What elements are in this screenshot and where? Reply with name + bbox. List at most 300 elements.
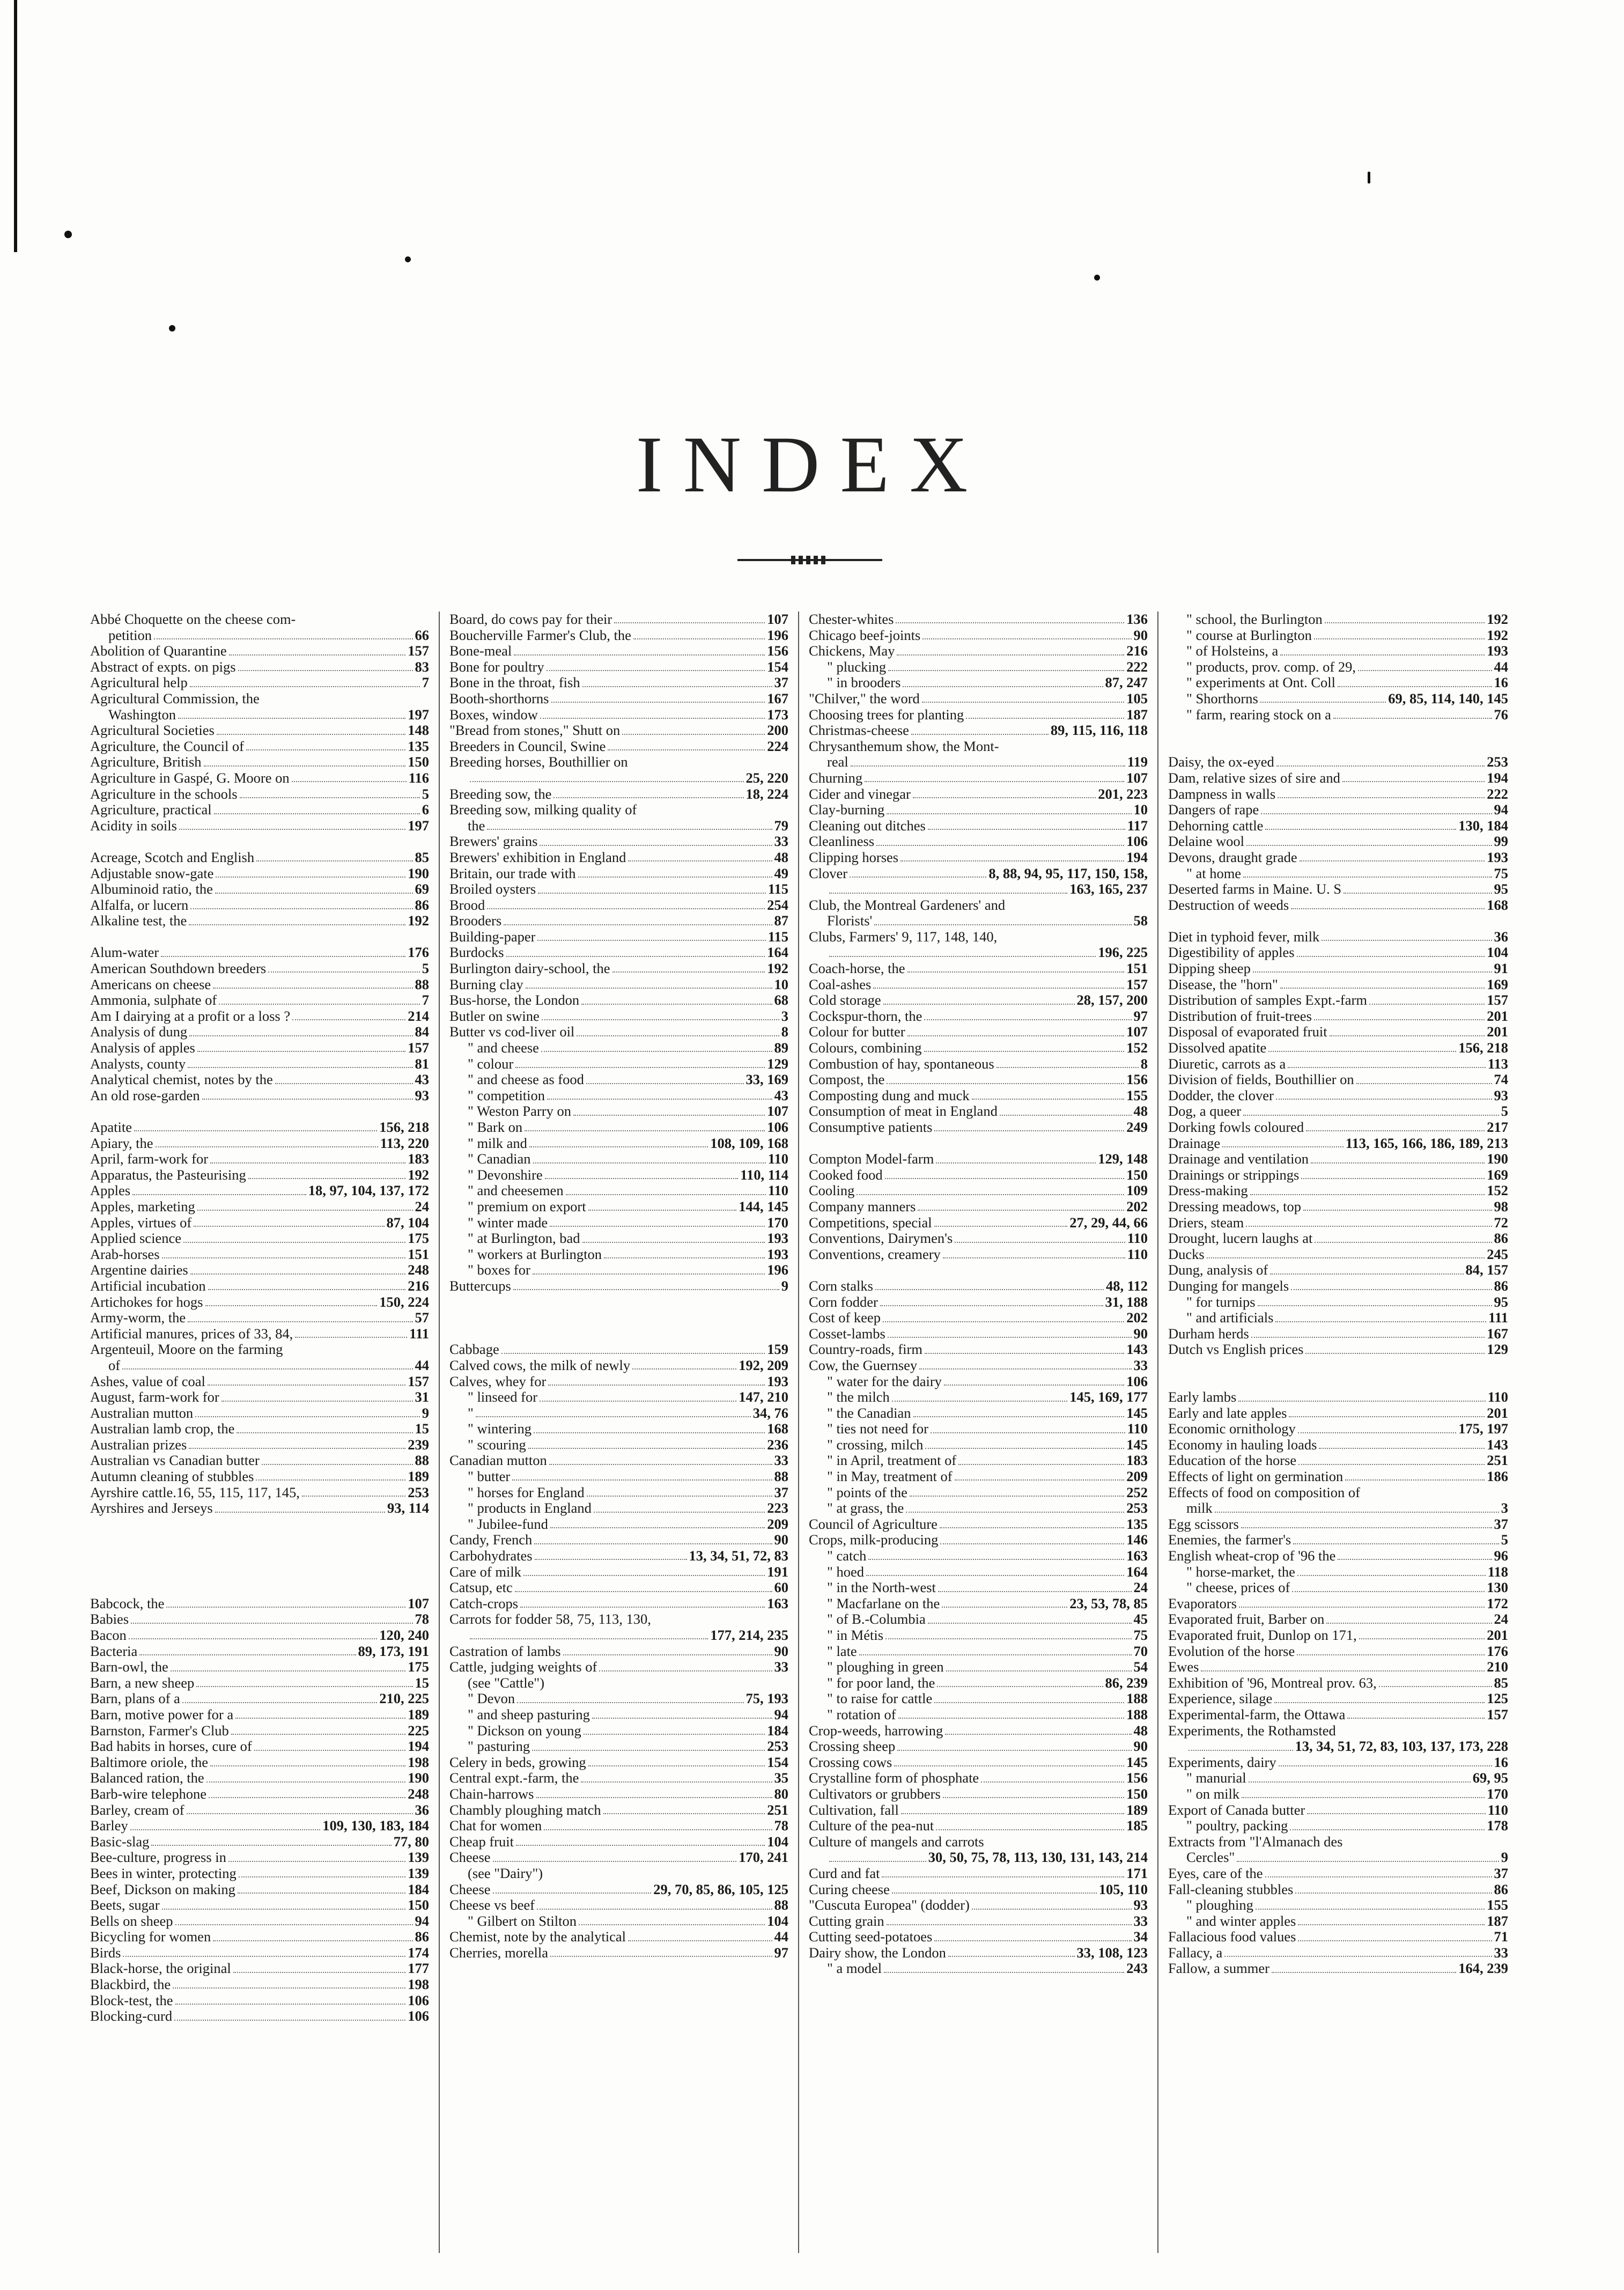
index-entry [90, 1008, 429, 1025]
index-entry [90, 1897, 429, 1913]
index-entry-leader [542, 1012, 779, 1020]
index-entry-term: Dehorning cattle [1168, 818, 1264, 834]
index-entry-pages: 120, 240 [379, 1628, 429, 1643]
index-entry-pages: 108, 109, 168 [710, 1135, 788, 1151]
index-entry-pages: 115 [767, 929, 788, 945]
index-entry-pages: 9 [422, 1405, 429, 1421]
index-entry-pages: 175 [408, 1231, 429, 1247]
index-entry-leader [880, 1298, 1103, 1306]
index-entry-pages: 29, 70, 85, 86, 105, 125 [653, 1881, 788, 1897]
index-entry-term: Argentine dairies [90, 1262, 188, 1278]
index-entry [1168, 945, 1508, 961]
index-entry [1168, 1088, 1508, 1104]
index-entry [809, 1850, 1148, 1866]
index-entry-pages: 86 [1494, 1881, 1508, 1897]
index-entry [1168, 786, 1508, 802]
index-entry-term: Dunging for mangels [1168, 1278, 1289, 1294]
index-entry [1168, 628, 1508, 644]
index-entry [809, 1834, 1148, 1850]
index-entry [809, 1405, 1148, 1422]
index-entry-term: Britain, our trade with [449, 865, 576, 881]
index-entry [90, 1183, 429, 1199]
index-entry-pages: 155 [1126, 1087, 1148, 1103]
index-entry-pages: 150 [1126, 1786, 1148, 1802]
index-entry-term: Competitions, special [809, 1214, 932, 1231]
index-entry-leader [1297, 949, 1485, 957]
index-entry-term: Delaine wool [1168, 834, 1245, 850]
ink-speck [169, 325, 175, 332]
index-entry-pages: 189 [1126, 1802, 1148, 1818]
index-entry-leader [534, 1425, 765, 1433]
index-entry [809, 628, 1148, 644]
index-entry-pages: 93 [415, 1087, 429, 1103]
index-entry [90, 1358, 429, 1374]
index-entry-leader [525, 1123, 765, 1131]
index-entry-term: Council of Agriculture [809, 1516, 938, 1532]
index-entry-pages: 223 [767, 1500, 788, 1516]
index-entry-pages: 18, 224 [745, 786, 788, 802]
index-entry [90, 1151, 429, 1167]
index-entry-pages: 115 [767, 881, 788, 897]
index-entry-leader [584, 1727, 765, 1735]
index-entry [809, 961, 1148, 977]
index-entry-pages: 5 [422, 961, 429, 977]
index-entry-term: Cost of keep [809, 1310, 881, 1326]
index-entry-term: Consumption of meat in England [809, 1103, 998, 1120]
index-entry-term: " manurial [1186, 1770, 1246, 1786]
index-entry-pages: 209 [1126, 1469, 1148, 1485]
index-entry-leader [275, 1076, 413, 1084]
index-entry-term: Australian vs Canadian butter [90, 1453, 260, 1469]
index-entry-pages: 33 [1133, 1357, 1148, 1373]
index-entry-leader [936, 1822, 1124, 1830]
index-spacer [90, 1548, 429, 1564]
index-entry [809, 945, 1148, 961]
index-entry-term: Cultivation, fall [809, 1802, 899, 1818]
index-entry-pages: 164 [1126, 1564, 1148, 1580]
index-entry [449, 1945, 788, 1961]
index-entry [90, 1850, 429, 1866]
index-entry-term: Chain-harrows [449, 1786, 534, 1802]
index-entry [90, 818, 429, 834]
index-entry [809, 1024, 1148, 1040]
index-entry [809, 1103, 1148, 1120]
index-entry-term: Diuretic, carrots as a [1168, 1056, 1286, 1072]
index-entry-term: "Bread from stones," Shutt on [449, 723, 621, 739]
index-entry [1168, 707, 1508, 723]
index-entry-term: Arab-horses [90, 1246, 160, 1262]
index-entry-pages: 110 [1127, 1421, 1148, 1437]
index-entry-term: Central expt.-farm, the [449, 1770, 579, 1786]
index-entry-pages: 113, 165, 166, 186, 189, 213 [1345, 1135, 1508, 1151]
index-entry-pages: 27, 29, 44, 66 [1069, 1214, 1148, 1231]
index-entry-leader [210, 1155, 405, 1163]
index-entry-pages: 129, 148 [1098, 1151, 1148, 1167]
index-entry-pages: 107 [408, 1595, 429, 1611]
index-entry-leader [501, 1345, 765, 1353]
index-entry-pages: 106 [767, 1120, 788, 1135]
index-entry-leader [1289, 1409, 1485, 1417]
index-entry-leader [506, 949, 765, 957]
index-entry [90, 992, 429, 1008]
index-entry-term: Clay-burning [809, 802, 885, 818]
index-entry-leader [233, 1965, 406, 1973]
index-entry [809, 977, 1148, 993]
index-entry-pages: 45 [1133, 1611, 1148, 1628]
index-entry-pages: 80 [774, 1786, 788, 1802]
index-entry-pages: 111 [1488, 1310, 1508, 1326]
index-entry-term: Acreage, Scotch and English [90, 849, 255, 865]
index-entry-leader [1291, 901, 1485, 909]
index-entry [449, 1611, 788, 1628]
index-entry-term: Drainings or strippings [1168, 1167, 1300, 1183]
index-entry-term: Analytical chemist, notes by the [90, 1072, 273, 1088]
index-entry [449, 1278, 788, 1294]
index-entry-pages: 196, 225 [1098, 945, 1148, 961]
index-entry-pages: 168 [1487, 897, 1508, 913]
index-entry-pages: 88 [415, 1453, 429, 1469]
index-entry [809, 691, 1148, 707]
index-entry-leader [231, 1727, 406, 1735]
index-entry [809, 659, 1148, 675]
index-entry-term: Boxes, window [449, 706, 538, 723]
index-entry-term: " pasturing [468, 1739, 530, 1755]
index-entry-term: " ploughing [1186, 1897, 1253, 1913]
index-entry [1168, 1215, 1508, 1231]
index-entry-pages: 75 [1133, 1628, 1148, 1643]
index-entry-term: Agricultural help [90, 675, 188, 691]
index-entry-term: Dog, a queer [1168, 1103, 1242, 1120]
index-entry-leader [194, 1219, 384, 1227]
index-entry [90, 961, 429, 977]
index-entry-leader [612, 964, 765, 973]
index-entry-term: " experiments at Ont. Coll [1186, 675, 1335, 691]
index-entry-term: Fall-cleaning stubbles [1168, 1881, 1294, 1897]
index-entry-term: Agriculture in the schools [90, 786, 238, 802]
index-entry-leader [622, 726, 765, 734]
index-entry-leader [887, 1076, 1124, 1084]
index-entry-term: (see "Dairy") [468, 1865, 543, 1881]
index-entry-term: " of Holsteins, a [1186, 643, 1279, 659]
index-entry [809, 1786, 1148, 1802]
index-entry-leader [1265, 1869, 1492, 1877]
index-entry-pages: 91 [1494, 961, 1508, 977]
index-entry-leader [1222, 1139, 1344, 1147]
index-entry-leader [512, 1472, 772, 1481]
index-entry-pages: 118 [1487, 1564, 1508, 1580]
index-entry [1168, 1580, 1508, 1596]
index-entry-term: " Shorthorns [1186, 690, 1258, 706]
index-entry-pages: 148 [408, 723, 429, 739]
index-spacer [90, 834, 429, 850]
index-entry-pages: 190 [408, 865, 429, 881]
index-entry [90, 1818, 429, 1834]
index-entry [90, 850, 429, 866]
index-entry-term: " boxes for [468, 1262, 530, 1278]
index-entry-term: Effects of light on germination [1168, 1469, 1344, 1485]
index-entry-term: Devons, draught grade [1168, 849, 1297, 865]
index-entry [809, 1310, 1148, 1326]
index-entry-term: Australian prizes [90, 1437, 187, 1453]
index-entry-pages: 43 [774, 1087, 788, 1103]
index-entry-term: " of B.-Columbia [827, 1611, 926, 1628]
index-entry-pages: 35 [774, 1770, 788, 1786]
index-entry [1168, 961, 1508, 977]
index-entry [449, 1024, 788, 1040]
index-entry-leader [901, 1806, 1124, 1814]
index-entry-leader [1326, 1616, 1492, 1624]
index-entry-leader [919, 1361, 1131, 1369]
index-entry [1168, 1611, 1508, 1628]
index-entry-pages: 104 [767, 1913, 788, 1929]
index-entry [90, 1310, 429, 1326]
index-entry-term: Adjustable snow-gate [90, 865, 214, 881]
index-entry-leader [1311, 1155, 1485, 1163]
index-entry-pages: 117 [1127, 818, 1148, 834]
index-entry-term: Chat for women [449, 1818, 542, 1834]
index-entry-pages: 86 [415, 1929, 429, 1945]
index-entry [809, 1231, 1148, 1247]
index-entry-term: Cabbage [449, 1342, 499, 1358]
index-entry-term: Curing cheese [809, 1881, 890, 1897]
index-entry [449, 1008, 788, 1025]
index-entry-leader [577, 1028, 779, 1036]
index-entry [90, 1389, 429, 1405]
index-entry-leader [1246, 837, 1492, 845]
index-entry [90, 1644, 429, 1660]
index-entry [90, 1215, 429, 1231]
index-entry-pages: 88 [774, 1469, 788, 1485]
index-entry-pages: 129 [767, 1056, 788, 1072]
index-entry [90, 723, 429, 739]
index-entry-pages: 189 [408, 1706, 429, 1722]
index-entry [90, 1628, 429, 1644]
index-entry-leader [588, 1758, 765, 1766]
index-entry-pages: 10 [1133, 802, 1148, 818]
index-entry [449, 1659, 788, 1675]
index-entry-term: " course at Burlington [1186, 627, 1312, 643]
index-entry [90, 1961, 429, 1977]
index-entry-leader [493, 1853, 737, 1861]
index-entry-term: Egg scissors [1168, 1516, 1239, 1532]
index-entry-term: " colour [468, 1056, 514, 1072]
index-entry-term: Drainage [1168, 1135, 1221, 1151]
index-entry-pages: 5 [422, 786, 429, 802]
index-entry-pages: 93, 114 [387, 1500, 429, 1516]
index-entry-term: Destruction of weeds [1168, 897, 1289, 913]
index-entry [90, 675, 429, 691]
index-entry-leader [174, 2012, 405, 2020]
index-entry-term: Florists' [827, 913, 873, 929]
index-entry-pages: 104 [767, 1834, 788, 1850]
index-entry [809, 1326, 1148, 1342]
index-entry-pages: 69, 95 [1472, 1770, 1508, 1786]
index-entry-pages: 7 [422, 992, 429, 1008]
index-entry-term: Ammonia, sulphate of [90, 992, 217, 1008]
index-entry-pages: 169 [1487, 976, 1508, 992]
index-entry-pages: 93 [1494, 1087, 1508, 1103]
index-entry-term: Catch-crops [449, 1595, 519, 1611]
index-entry-term: Brewers' exhibition in England [449, 849, 626, 865]
index-entry [90, 1707, 429, 1723]
index-entry-term: Bad habits in horses, cure of [90, 1739, 252, 1755]
index-entry [449, 1231, 788, 1247]
index-entry-pages: 3 [1501, 1500, 1508, 1516]
index-entry-term: Barn-owl, the [90, 1659, 168, 1675]
index-entry-leader [586, 1076, 744, 1084]
index-entry [90, 1136, 429, 1152]
index-entry-term: Canadian mutton [449, 1453, 547, 1469]
index-entry-term: Clipping horses [809, 849, 899, 865]
index-entry-leader [934, 1933, 1131, 1941]
index-entry-term: Barb-wire telephone [90, 1786, 207, 1802]
index-entry-pages: 107 [767, 612, 788, 627]
index-entry-pages: 251 [1487, 1453, 1508, 1469]
index-entry-pages: 201 [1487, 1024, 1508, 1040]
index-entry-leader [197, 1044, 405, 1052]
index-entry-leader [162, 1250, 406, 1258]
index-entry-term: Apples, virtues of [90, 1214, 192, 1231]
index-entry [449, 1374, 788, 1390]
index-entry-leader [292, 1012, 405, 1020]
index-entry-leader [256, 1472, 405, 1481]
index-entry-term: " Devonshire [468, 1167, 543, 1183]
index-entry-pages: 104 [1487, 945, 1508, 961]
index-entry-leader [547, 663, 765, 671]
index-entry-pages: 37 [1494, 1516, 1508, 1532]
index-entry [809, 897, 1148, 914]
index-entry-term: Calves, whey for [449, 1373, 547, 1389]
index-entry-leader [897, 647, 1124, 655]
index-entry [90, 1596, 429, 1612]
index-entry-leader [1301, 1171, 1485, 1179]
index-entry-term: Digestibility of apples [1168, 945, 1295, 961]
index-entry [90, 1675, 429, 1691]
index-entry-pages: 111 [409, 1326, 429, 1342]
index-entry-leader [515, 1060, 765, 1068]
index-entry-pages: 8 [1140, 1056, 1148, 1072]
index-entry-leader [1359, 1631, 1485, 1639]
index-entry-leader [940, 1536, 1124, 1544]
index-entry-leader [632, 1361, 736, 1369]
index-entry [809, 1072, 1148, 1088]
index-entry-leader [1275, 1314, 1486, 1322]
index-entry-term: (see "Cattle") [468, 1675, 545, 1691]
index-entry-term: Compton Model-farm [809, 1151, 934, 1167]
index-entry-pages: 156, 218 [1458, 1040, 1508, 1056]
index-entry-pages: 94 [415, 1913, 429, 1929]
index-entry-term: Cultivators or grubbers [809, 1786, 941, 1802]
index-entry-pages: 193 [1487, 643, 1508, 659]
index-entry [1168, 1882, 1508, 1898]
index-entry-pages: 194 [1487, 770, 1508, 786]
index-entry [809, 1564, 1148, 1580]
index-entry-pages: 66 [415, 627, 429, 643]
index-entry-pages: 33, 108, 123 [1076, 1945, 1148, 1961]
index-entry-leader [219, 996, 420, 1004]
index-entry [449, 1755, 788, 1771]
index-entry-term: Curd and fat [809, 1865, 880, 1881]
index-entry-leader [633, 631, 765, 639]
index-entry-term: Analysts, county [90, 1056, 186, 1072]
index-columns [80, 612, 1518, 2253]
index-entry [809, 707, 1148, 723]
index-entry-term: " Gilbert on Stilton [468, 1913, 577, 1929]
index-entry-leader [520, 1600, 765, 1608]
index-entry [90, 1739, 429, 1755]
index-entry-term: Analysis of dung [90, 1024, 188, 1040]
index-entry-leader [865, 774, 1124, 782]
index-entry [90, 1913, 429, 1930]
index-entry [90, 1770, 429, 1786]
index-entry-pages: 75 [1494, 865, 1508, 881]
index-entry-leader [934, 1123, 1124, 1131]
index-entry-leader [1314, 631, 1485, 639]
index-entry-term: Abolition of Quarantine [90, 643, 227, 659]
index-entry-leader [550, 1520, 765, 1528]
index-entry-leader [903, 679, 1103, 687]
index-entry-term: Club, the Montreal Gardeners' and [809, 897, 1006, 913]
page-edge-rule [14, 0, 17, 252]
index-entry [1168, 1691, 1508, 1707]
index-spacer [90, 1516, 429, 1533]
index-entry-pages: 254 [767, 897, 788, 913]
index-entry-pages: 9 [781, 1278, 788, 1294]
index-entry-pages: 34, 76 [752, 1405, 788, 1421]
index-spacer [90, 1580, 429, 1596]
index-entry-pages: 135 [1126, 1516, 1148, 1532]
index-entry-leader [873, 981, 1124, 989]
index-entry [1168, 1310, 1508, 1326]
index-entry-term: " hoed [827, 1564, 864, 1580]
index-entry-pages: 147, 210 [739, 1389, 788, 1405]
ink-speck [1094, 275, 1100, 281]
index-entry [90, 1691, 429, 1707]
index-entry-pages: 245 [1487, 1246, 1508, 1262]
index-entry [90, 1786, 429, 1802]
index-entry-term: Cleanliness [809, 834, 875, 850]
index-entry-leader [190, 679, 420, 687]
index-entry-leader [240, 790, 420, 798]
index-entry-pages: 194 [408, 1739, 429, 1755]
index-entry-term: Agriculture, the Council of [90, 738, 245, 754]
index-entry [449, 770, 788, 786]
index-entry [90, 913, 429, 929]
index-spacer [1168, 739, 1508, 755]
index-entry-pages: 183 [1126, 1453, 1148, 1469]
index-entry-leader [1280, 981, 1485, 989]
index-entry-leader [592, 1711, 772, 1719]
index-entry [90, 2008, 429, 2024]
index-entry-term: Evaporated fruit, Dunlop on 171, [1168, 1628, 1357, 1643]
index-entry-pages: 192 [1487, 612, 1508, 627]
index-entry-leader [1298, 1425, 1457, 1433]
index-entry-pages: 24 [1494, 1611, 1508, 1628]
index-entry-term: Basic-slag [90, 1834, 150, 1850]
index-entry-pages: 175, 197 [1458, 1421, 1508, 1437]
index-entry-leader [573, 1108, 765, 1116]
index-entry-term: Booth-shorthorns [449, 690, 549, 706]
index-entry-term: Evaporators [1168, 1595, 1237, 1611]
index-entry [449, 1723, 788, 1739]
index-entry [449, 1405, 788, 1422]
index-entry [90, 1834, 429, 1850]
index-entry-term: Cockspur-thorn, the [809, 1008, 922, 1024]
index-entry [1168, 1548, 1508, 1564]
index-entry-leader [887, 1917, 1132, 1925]
index-entry-pages: 16 [1494, 1754, 1508, 1770]
index-entry-term: Disposal of evaporated fruit [1168, 1024, 1327, 1040]
